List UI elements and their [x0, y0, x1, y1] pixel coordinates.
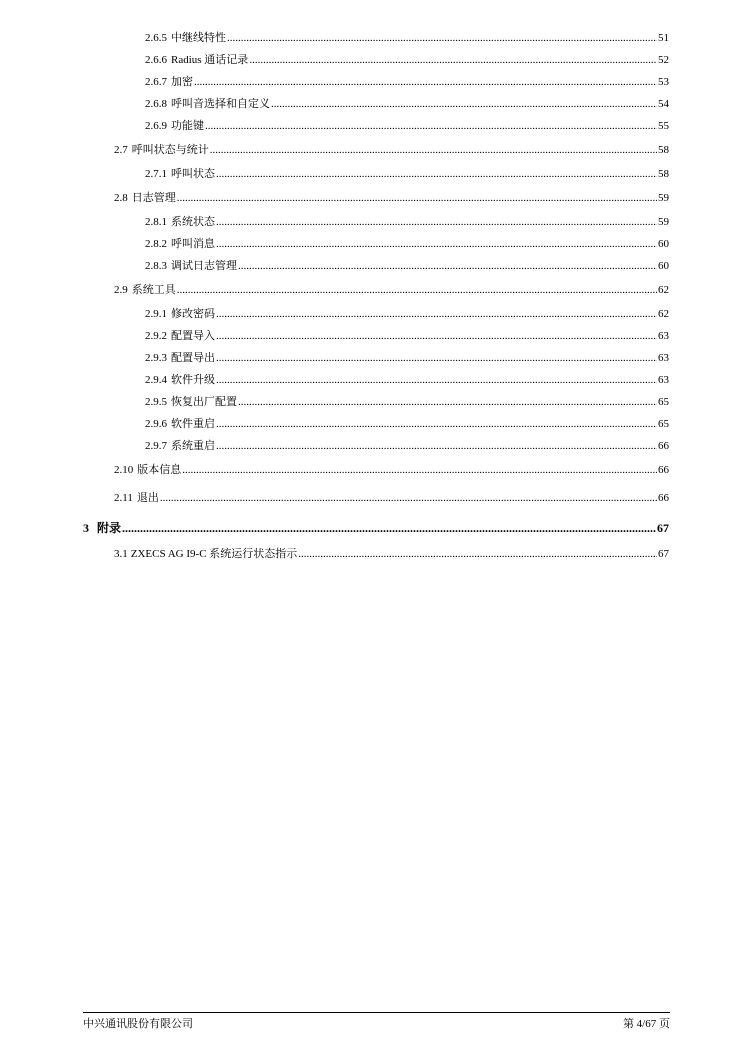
toc-entry-title: 调试日志管理	[171, 260, 237, 272]
toc-dot-leader	[216, 416, 657, 432]
toc-entry-number: 2.9.5	[145, 396, 167, 408]
footer-page-number: 第 4/67 页	[622, 1018, 670, 1030]
toc-entry-number: 2.8	[114, 192, 128, 204]
toc-entry-title: 配置导入	[171, 330, 215, 342]
toc-entry-2-9-7[interactable]	[145, 438, 669, 454]
toc-entry-page: 62	[658, 308, 669, 320]
toc-entry-number: 2.9.3	[145, 352, 167, 364]
toc-entry-number: 2.9	[114, 284, 128, 296]
toc-dot-leader	[177, 190, 657, 206]
toc-entry-number: 2.9.1	[145, 308, 167, 320]
toc-entry-title: 附录	[97, 521, 122, 535]
toc-entry-title: 日志管理	[131, 192, 176, 204]
toc-dot-leader	[194, 74, 657, 90]
toc-entry-number: 2.10	[114, 464, 134, 476]
toc-entry-number: 2.8.3	[145, 260, 167, 272]
toc-entry-page: 51	[658, 32, 669, 44]
toc-entry-2-7-1[interactable]	[145, 166, 669, 182]
toc-entry-page: 67	[658, 548, 669, 560]
toc-dot-leader	[216, 306, 657, 322]
toc-entry-title: 加密	[171, 76, 193, 88]
toc-entry-number: 2.6.5	[145, 32, 167, 44]
toc-entry-2-9[interactable]	[114, 282, 669, 298]
footer-company: 中兴通讯股份有限公司	[83, 1018, 193, 1030]
toc-entry-2-9-1[interactable]	[145, 306, 669, 322]
toc-entry-2-9-4[interactable]	[145, 372, 669, 388]
toc-dot-leader	[216, 350, 657, 366]
toc-dot-leader	[238, 258, 657, 274]
toc-entry-3[interactable]	[83, 520, 669, 536]
toc-entry-title: 功能键	[171, 120, 204, 132]
toc-entry-2-6-8[interactable]	[145, 96, 669, 112]
toc-entry-page: 66	[658, 464, 669, 476]
toc-entry-page: 62	[658, 284, 669, 296]
toc-dot-leader	[249, 52, 657, 68]
toc-entry-2-8[interactable]	[114, 190, 669, 206]
toc-entry-page: 52	[658, 54, 669, 66]
toc-entry-2-8-1[interactable]	[145, 214, 669, 230]
toc-entry-number: 2.9.7	[145, 440, 167, 452]
toc-entry-title: 恢复出厂配置	[171, 396, 237, 408]
toc-dot-leader	[160, 490, 657, 506]
toc-entry-title: 修改密码	[171, 308, 215, 320]
toc-dot-leader	[122, 520, 656, 536]
toc-entry-2-7[interactable]	[114, 142, 669, 158]
toc-entry-2-6-5[interactable]	[145, 30, 669, 46]
toc-entry-title: 退出	[136, 492, 159, 504]
toc-dot-leader	[227, 30, 657, 46]
toc-entry-page: 55	[658, 120, 669, 132]
toc-entry-page: 59	[658, 216, 669, 228]
toc-dot-leader	[205, 118, 657, 134]
toc-entry-2-9-6[interactable]	[145, 416, 669, 432]
toc-dot-leader	[216, 328, 657, 344]
toc-entry-2-9-5[interactable]	[145, 394, 669, 410]
toc-entry-page: 63	[658, 352, 669, 364]
toc-entry-page: 60	[658, 238, 669, 250]
footer-divider	[83, 1012, 670, 1013]
toc-entry-2-9-2[interactable]	[145, 328, 669, 344]
toc-entry-title: 中继线特性	[171, 32, 226, 44]
toc-entry-page: 58	[658, 168, 669, 180]
toc-entry-page: 53	[658, 76, 669, 88]
toc-entry-number: 3	[83, 521, 89, 535]
toc-dot-leader	[182, 462, 657, 478]
toc-entry-number: 2.9.2	[145, 330, 167, 342]
toc-entry-title: Radius 通话记录	[171, 54, 249, 66]
toc-entry-title: 呼叫状态	[171, 168, 215, 180]
toc-entry-page: 67	[657, 521, 669, 535]
toc-entry-title: 系统工具	[131, 284, 176, 296]
toc-entry-title: 呼叫消息	[171, 238, 215, 250]
toc-entry-2-9-3[interactable]	[145, 350, 669, 366]
toc-dot-leader	[216, 236, 657, 252]
toc-entry-page: 60	[658, 260, 669, 272]
toc-entry-title: 呼叫音选择和自定义	[171, 98, 270, 110]
toc-entry-page: 66	[658, 492, 669, 504]
toc-entry-title: ZXECS AG I9-C 系统运行状态指示	[130, 548, 298, 560]
toc-entry-title: 版本信息	[137, 464, 182, 476]
toc-dot-leader	[216, 438, 657, 454]
toc-entry-2-8-2[interactable]	[145, 236, 669, 252]
toc-entry-number: 3.1	[114, 548, 128, 560]
toc-dot-leader	[177, 282, 657, 298]
toc-entry-3-1[interactable]	[114, 546, 669, 562]
toc-entry-page: 63	[658, 374, 669, 386]
toc-entry-page: 59	[658, 192, 669, 204]
toc-dot-leader	[271, 96, 657, 112]
toc-dot-leader	[238, 394, 657, 410]
toc-entry-2-6-9[interactable]	[145, 118, 669, 134]
toc-entry-number: 2.8.2	[145, 238, 167, 250]
toc-entry-title: 软件重启	[171, 418, 215, 430]
toc-dot-leader	[298, 546, 657, 562]
toc-entry-number: 2.6.7	[145, 76, 167, 88]
toc-entry-2-10[interactable]	[114, 462, 669, 478]
toc-dot-leader	[216, 166, 657, 182]
toc-entry-number: 2.11	[114, 492, 133, 504]
toc-entry-page: 63	[658, 330, 669, 342]
toc-entry-2-11[interactable]	[114, 490, 669, 506]
toc-entry-title: 系统状态	[171, 216, 215, 228]
toc-entry-number: 2.6.6	[145, 54, 167, 66]
toc-entry-title: 呼叫状态与统计	[131, 144, 209, 156]
toc-entry-title: 软件升级	[171, 374, 215, 386]
toc-entry-title: 系统重启	[171, 440, 215, 452]
toc-entry-number: 2.6.9	[145, 120, 167, 132]
toc-entry-2-6-6[interactable]	[145, 52, 669, 68]
toc-entry-page: 54	[658, 98, 669, 110]
toc-dot-leader	[216, 372, 657, 388]
toc-entry-number: 2.9.4	[145, 374, 167, 386]
toc-entry-page: 65	[658, 418, 669, 430]
toc-entry-number: 2.7	[114, 144, 128, 156]
toc-dot-leader	[216, 214, 657, 230]
toc-entry-number: 2.7.1	[145, 168, 167, 180]
toc-entry-number: 2.8.1	[145, 216, 167, 228]
toc-entry-2-8-3[interactable]	[145, 258, 669, 274]
toc-dot-leader	[210, 142, 657, 158]
toc-entry-number: 2.6.8	[145, 98, 167, 110]
toc-entry-title: 配置导出	[171, 352, 215, 364]
toc-entry-number: 2.9.6	[145, 418, 167, 430]
toc-entry-page: 66	[658, 440, 669, 452]
toc-entry-2-6-7[interactable]	[145, 74, 669, 90]
toc-entry-page: 58	[658, 144, 669, 156]
toc-entry-page: 65	[658, 396, 669, 408]
